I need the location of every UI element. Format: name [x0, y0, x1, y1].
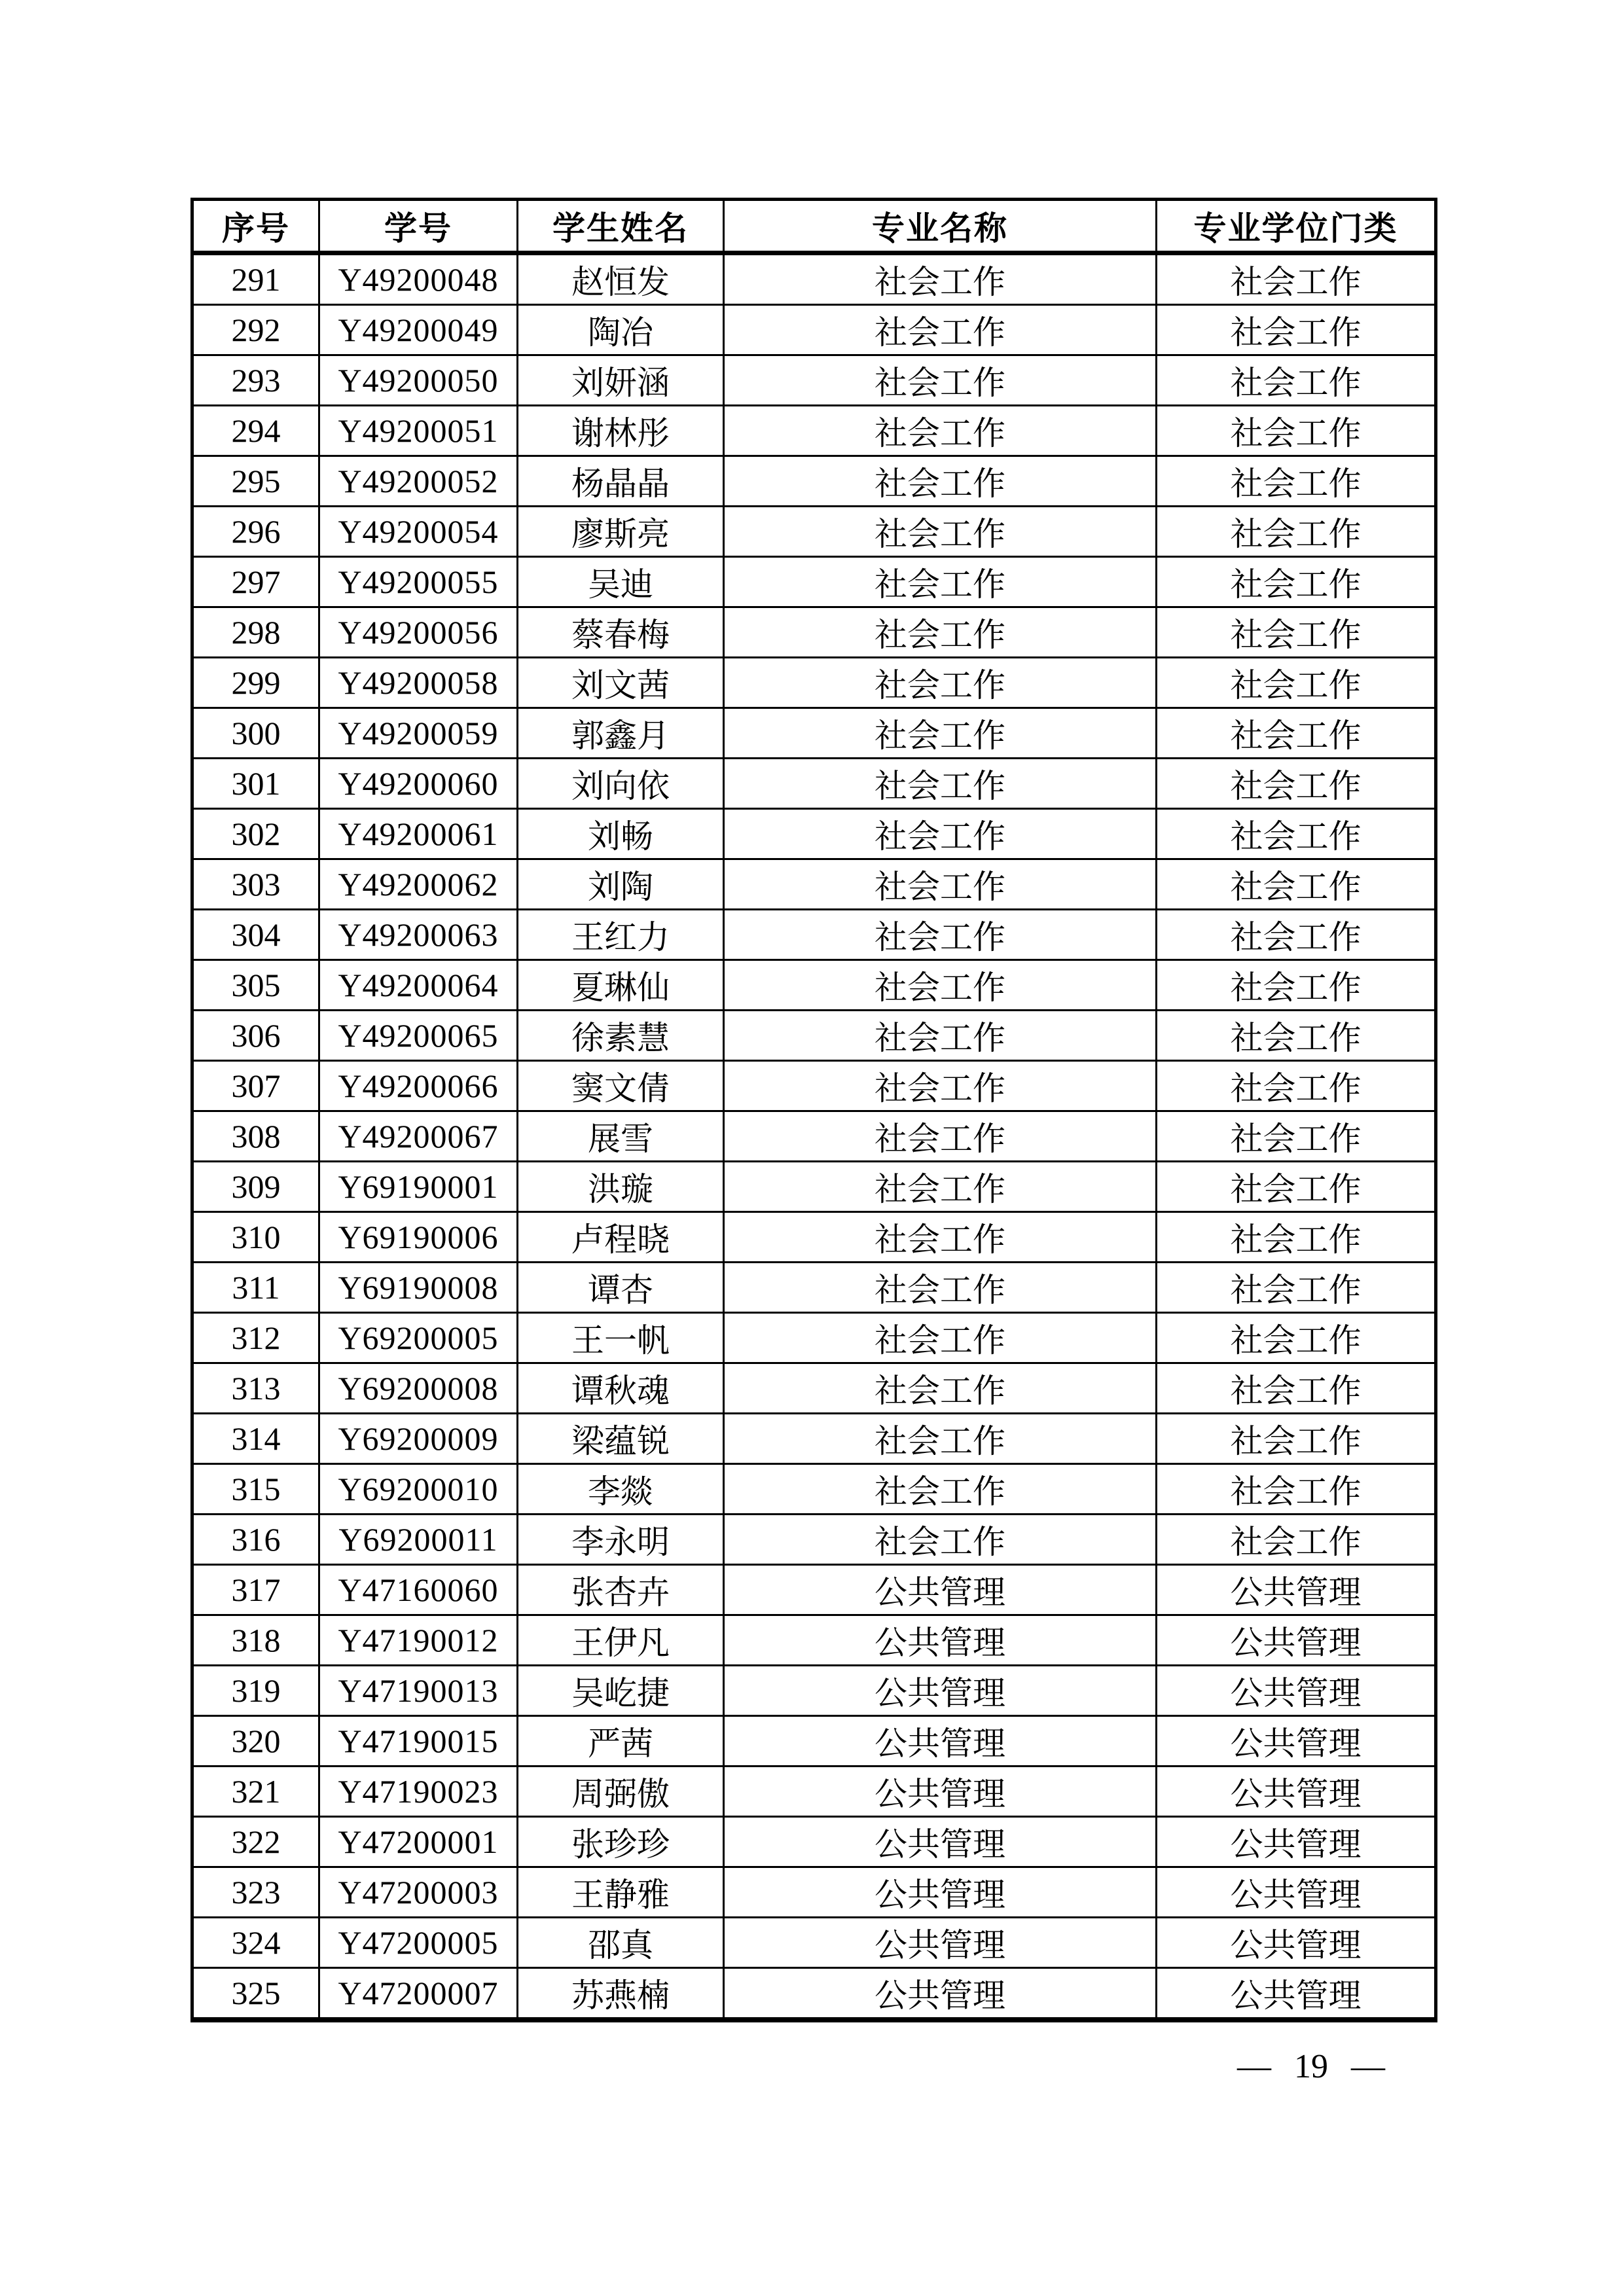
table-row: [192, 1918, 1436, 1968]
cell-student-id: Y49200062: [319, 859, 518, 910]
cell-student-id: Y49200067: [319, 1111, 518, 1162]
cell-student-id: Y47160060: [319, 1565, 518, 1615]
cell-major-name: 社会工作: [724, 1111, 1157, 1162]
cell-student-name: 刘畅: [518, 809, 724, 859]
cell-student-name: 吴迪: [518, 557, 724, 607]
cell-student-id: Y69200009: [319, 1414, 518, 1464]
cell-degree-category: 社会工作: [1157, 1162, 1436, 1212]
cell-serial: 313: [192, 1363, 319, 1414]
cell-major-name: 公共管理: [724, 1565, 1157, 1615]
cell-student-id: Y47190015: [319, 1716, 518, 1767]
cell-degree-category: 社会工作: [1157, 708, 1436, 759]
cell-student-name: 刘向依: [518, 759, 724, 809]
cell-serial: 298: [192, 607, 319, 658]
table-header: [192, 200, 1436, 253]
cell-serial: 292: [192, 305, 319, 355]
cell-serial: 291: [192, 253, 319, 305]
cell-major-name: 社会工作: [724, 1162, 1157, 1212]
cell-serial: 318: [192, 1615, 319, 1666]
cell-student-id: Y69200011: [319, 1515, 518, 1565]
cell-student-name: 窦文倩: [518, 1061, 724, 1111]
table-row: [192, 1615, 1436, 1666]
cell-student-name: 谢林彤: [518, 406, 724, 456]
table-row: [192, 1515, 1436, 1565]
cell-degree-category: 公共管理: [1157, 1716, 1436, 1767]
cell-major-name: 社会工作: [724, 355, 1157, 406]
table-row: [192, 1162, 1436, 1212]
cell-student-id: Y69190008: [319, 1263, 518, 1313]
cell-major-name: 社会工作: [724, 708, 1157, 759]
cell-degree-category: 社会工作: [1157, 960, 1436, 1011]
table-row: [192, 557, 1436, 607]
cell-student-id: Y47200001: [319, 1817, 518, 1867]
cell-student-name: 卢程晓: [518, 1212, 724, 1263]
cell-student-id: Y49200061: [319, 809, 518, 859]
cell-student-id: Y69200010: [319, 1464, 518, 1515]
table-row: [192, 1111, 1436, 1162]
cell-student-id: Y49200058: [319, 658, 518, 708]
cell-student-name: 李永明: [518, 1515, 724, 1565]
cell-student-id: Y49200060: [319, 759, 518, 809]
cell-student-name: 蔡春梅: [518, 607, 724, 658]
cell-degree-category: 公共管理: [1157, 1767, 1436, 1817]
column-header-serial: 序号: [192, 200, 319, 253]
table-row: [192, 708, 1436, 759]
cell-serial: 323: [192, 1867, 319, 1918]
cell-degree-category: 社会工作: [1157, 1464, 1436, 1515]
cell-major-name: 社会工作: [724, 406, 1157, 456]
cell-degree-category: 社会工作: [1157, 759, 1436, 809]
cell-serial: 315: [192, 1464, 319, 1515]
cell-major-name: 公共管理: [724, 1767, 1157, 1817]
table-row: [192, 1716, 1436, 1767]
cell-student-name: 王伊凡: [518, 1615, 724, 1666]
cell-major-name: 社会工作: [724, 1011, 1157, 1061]
cell-serial: 325: [192, 1968, 319, 2020]
cell-student-id: Y47200007: [319, 1968, 518, 2020]
cell-student-name: 廖斯亮: [518, 507, 724, 557]
cell-student-id: Y47190012: [319, 1615, 518, 1666]
cell-student-id: Y69200008: [319, 1363, 518, 1414]
table-row: [192, 253, 1436, 305]
cell-degree-category: 社会工作: [1157, 1515, 1436, 1565]
table-row: [192, 406, 1436, 456]
cell-serial: 310: [192, 1212, 319, 1263]
column-header-degree-category: 专业学位门类: [1157, 200, 1436, 253]
cell-major-name: 公共管理: [724, 1968, 1157, 2020]
cell-degree-category: 社会工作: [1157, 658, 1436, 708]
cell-degree-category: 社会工作: [1157, 557, 1436, 607]
table-row: [192, 1263, 1436, 1313]
cell-degree-category: 社会工作: [1157, 1313, 1436, 1363]
table-row: [192, 658, 1436, 708]
cell-student-name: 洪璇: [518, 1162, 724, 1212]
cell-degree-category: 社会工作: [1157, 1414, 1436, 1464]
cell-serial: 294: [192, 406, 319, 456]
cell-degree-category: 社会工作: [1157, 1111, 1436, 1162]
table-row: [192, 1767, 1436, 1817]
cell-serial: 295: [192, 456, 319, 507]
cell-student-name: 苏燕楠: [518, 1968, 724, 2020]
table-row: [192, 960, 1436, 1011]
table-body: [192, 253, 1436, 2020]
cell-student-name: 王一帆: [518, 1313, 724, 1363]
page-number: — 19 —: [1237, 2048, 1385, 2085]
cell-major-name: 社会工作: [724, 1313, 1157, 1363]
cell-serial: 324: [192, 1918, 319, 1968]
cell-major-name: 公共管理: [724, 1666, 1157, 1716]
table-row: [192, 607, 1436, 658]
table-row: [192, 1061, 1436, 1111]
cell-degree-category: 社会工作: [1157, 456, 1436, 507]
cell-serial: 307: [192, 1061, 319, 1111]
cell-serial: 308: [192, 1111, 319, 1162]
cell-serial: 305: [192, 960, 319, 1011]
cell-student-name: 邵真: [518, 1918, 724, 1968]
cell-degree-category: 社会工作: [1157, 910, 1436, 960]
cell-student-id: Y47190023: [319, 1767, 518, 1817]
cell-degree-category: 公共管理: [1157, 1968, 1436, 2020]
table-row: [192, 1968, 1436, 2020]
cell-student-id: Y49200052: [319, 456, 518, 507]
cell-student-name: 展雪: [518, 1111, 724, 1162]
cell-student-name: 杨晶晶: [518, 456, 724, 507]
cell-student-name: 赵恒发: [518, 253, 724, 305]
table-row: [192, 1464, 1436, 1515]
cell-student-name: 李燚: [518, 1464, 724, 1515]
cell-serial: 314: [192, 1414, 319, 1464]
cell-degree-category: 社会工作: [1157, 507, 1436, 557]
cell-degree-category: 公共管理: [1157, 1666, 1436, 1716]
cell-major-name: 社会工作: [724, 910, 1157, 960]
cell-major-name: 公共管理: [724, 1716, 1157, 1767]
cell-student-id: Y49200054: [319, 507, 518, 557]
table-row: [192, 1363, 1436, 1414]
cell-major-name: 社会工作: [724, 507, 1157, 557]
cell-degree-category: 公共管理: [1157, 1918, 1436, 1968]
cell-degree-category: 公共管理: [1157, 1615, 1436, 1666]
cell-major-name: 社会工作: [724, 1464, 1157, 1515]
cell-major-name: 公共管理: [724, 1918, 1157, 1968]
cell-degree-category: 社会工作: [1157, 305, 1436, 355]
cell-serial: 312: [192, 1313, 319, 1363]
cell-student-name: 徐素慧: [518, 1011, 724, 1061]
cell-major-name: 公共管理: [724, 1615, 1157, 1666]
cell-student-name: 夏琳仙: [518, 960, 724, 1011]
cell-serial: 319: [192, 1666, 319, 1716]
cell-major-name: 社会工作: [724, 759, 1157, 809]
cell-student-name: 周弼傲: [518, 1767, 724, 1817]
table-row: [192, 1212, 1436, 1263]
cell-degree-category: 社会工作: [1157, 406, 1436, 456]
cell-student-id: Y49200051: [319, 406, 518, 456]
cell-degree-category: 社会工作: [1157, 1363, 1436, 1414]
cell-major-name: 社会工作: [724, 456, 1157, 507]
column-header-major-name: 专业名称: [724, 200, 1157, 253]
table-row: [192, 507, 1436, 557]
table-row: [192, 759, 1436, 809]
table-row: [192, 1666, 1436, 1716]
cell-student-name: 刘文茜: [518, 658, 724, 708]
cell-student-id: Y47200005: [319, 1918, 518, 1968]
column-header-student-id: 学号: [319, 200, 518, 253]
cell-student-id: Y49200056: [319, 607, 518, 658]
cell-student-name: 严茜: [518, 1716, 724, 1767]
cell-student-id: Y47190013: [319, 1666, 518, 1716]
table-row: [192, 809, 1436, 859]
cell-student-id: Y49200049: [319, 305, 518, 355]
cell-serial: 303: [192, 859, 319, 910]
table-row: [192, 1011, 1436, 1061]
cell-student-name: 张珍珍: [518, 1817, 724, 1867]
cell-student-id: Y69190001: [319, 1162, 518, 1212]
table-row: [192, 1313, 1436, 1363]
cell-student-name: 梁蕴锐: [518, 1414, 724, 1464]
cell-student-name: 王红力: [518, 910, 724, 960]
cell-degree-category: 公共管理: [1157, 1565, 1436, 1615]
table-row: [192, 1817, 1436, 1867]
cell-serial: 309: [192, 1162, 319, 1212]
cell-serial: 296: [192, 507, 319, 557]
cell-degree-category: 公共管理: [1157, 1867, 1436, 1918]
cell-student-name: 王静雅: [518, 1867, 724, 1918]
cell-major-name: 社会工作: [724, 1515, 1157, 1565]
column-header-student-name: 学生姓名: [518, 200, 724, 253]
cell-major-name: 社会工作: [724, 1061, 1157, 1111]
cell-student-id: Y69190006: [319, 1212, 518, 1263]
cell-degree-category: 社会工作: [1157, 859, 1436, 910]
table-row: [192, 355, 1436, 406]
cell-student-id: Y49200059: [319, 708, 518, 759]
cell-degree-category: 社会工作: [1157, 1011, 1436, 1061]
cell-degree-category: 公共管理: [1157, 1817, 1436, 1867]
cell-student-id: Y49200064: [319, 960, 518, 1011]
cell-degree-category: 社会工作: [1157, 1263, 1436, 1313]
cell-student-id: Y47200003: [319, 1867, 518, 1918]
cell-student-id: Y69200005: [319, 1313, 518, 1363]
cell-serial: 311: [192, 1263, 319, 1313]
cell-student-id: Y49200048: [319, 253, 518, 305]
cell-degree-category: 社会工作: [1157, 1212, 1436, 1263]
cell-student-id: Y49200066: [319, 1061, 518, 1111]
table-row: [192, 859, 1436, 910]
cell-serial: 317: [192, 1565, 319, 1615]
cell-student-id: Y49200050: [319, 355, 518, 406]
cell-degree-category: 社会工作: [1157, 1061, 1436, 1111]
cell-major-name: 社会工作: [724, 809, 1157, 859]
cell-degree-category: 社会工作: [1157, 607, 1436, 658]
cell-major-name: 社会工作: [724, 1263, 1157, 1313]
students-table: [190, 198, 1437, 2022]
cell-serial: 322: [192, 1817, 319, 1867]
cell-student-name: 刘陶: [518, 859, 724, 910]
cell-serial: 304: [192, 910, 319, 960]
cell-major-name: 社会工作: [724, 859, 1157, 910]
cell-major-name: 社会工作: [724, 960, 1157, 1011]
cell-serial: 301: [192, 759, 319, 809]
cell-major-name: 社会工作: [724, 1363, 1157, 1414]
cell-student-id: Y49200063: [319, 910, 518, 960]
cell-degree-category: 社会工作: [1157, 809, 1436, 859]
cell-major-name: 公共管理: [724, 1817, 1157, 1867]
cell-serial: 299: [192, 658, 319, 708]
cell-major-name: 社会工作: [724, 1212, 1157, 1263]
cell-serial: 300: [192, 708, 319, 759]
cell-serial: 302: [192, 809, 319, 859]
table-header-row: [192, 200, 1436, 253]
cell-student-id: Y49200055: [319, 557, 518, 607]
cell-student-name: 谭杏: [518, 1263, 724, 1313]
table-row: [192, 1414, 1436, 1464]
cell-major-name: 社会工作: [724, 658, 1157, 708]
cell-major-name: 社会工作: [724, 1414, 1157, 1464]
cell-major-name: 社会工作: [724, 557, 1157, 607]
cell-student-name: 郭鑫月: [518, 708, 724, 759]
table-row: [192, 305, 1436, 355]
cell-major-name: 公共管理: [724, 1867, 1157, 1918]
cell-serial: 297: [192, 557, 319, 607]
cell-serial: 321: [192, 1767, 319, 1817]
cell-student-name: 谭秋魂: [518, 1363, 724, 1414]
cell-degree-category: 社会工作: [1157, 355, 1436, 406]
cell-serial: 320: [192, 1716, 319, 1767]
cell-student-name: 陶冶: [518, 305, 724, 355]
cell-student-id: Y49200065: [319, 1011, 518, 1061]
cell-major-name: 社会工作: [724, 607, 1157, 658]
cell-student-name: 吴屹捷: [518, 1666, 724, 1716]
table-row: [192, 1867, 1436, 1918]
cell-degree-category: 社会工作: [1157, 253, 1436, 305]
cell-major-name: 社会工作: [724, 305, 1157, 355]
table-row: [192, 456, 1436, 507]
cell-serial: 293: [192, 355, 319, 406]
cell-major-name: 社会工作: [724, 253, 1157, 305]
cell-student-name: 张杏卉: [518, 1565, 724, 1615]
table-row: [192, 910, 1436, 960]
cell-serial: 306: [192, 1011, 319, 1061]
table-row: [192, 1565, 1436, 1615]
cell-student-name: 刘妍涵: [518, 355, 724, 406]
cell-serial: 316: [192, 1515, 319, 1565]
